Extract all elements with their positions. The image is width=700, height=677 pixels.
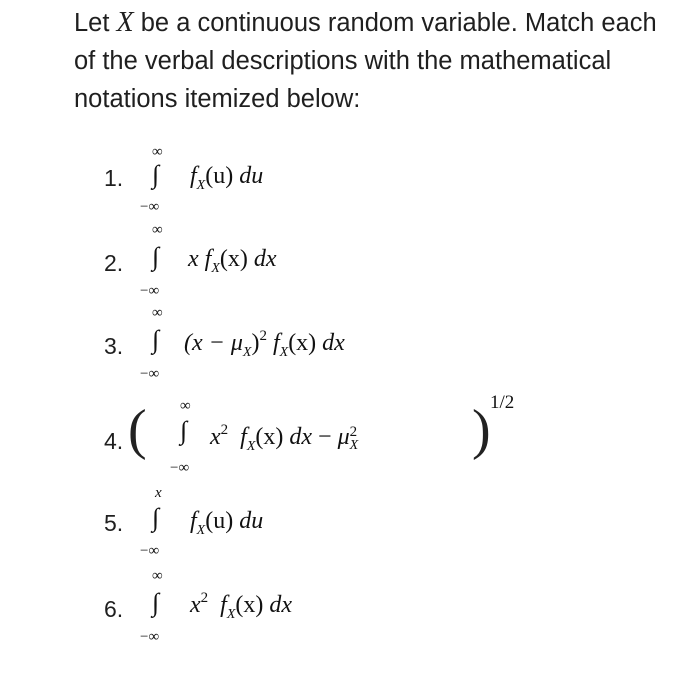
function-f: f bbox=[272, 330, 280, 356]
function-f: f bbox=[190, 508, 197, 534]
upper-limit: ∞ bbox=[152, 305, 163, 321]
integral-sign: ∫ bbox=[152, 503, 160, 532]
function-arg: (x) bbox=[235, 592, 264, 618]
function-arg: (x) bbox=[219, 246, 248, 272]
outer-exponent: 1/2 bbox=[490, 392, 515, 413]
integral-sign: ∫ bbox=[152, 160, 160, 189]
integral-sign: ∫ bbox=[152, 242, 160, 271]
mu-subscript: X bbox=[242, 345, 252, 360]
differential: dx bbox=[322, 330, 345, 356]
function-arg: (u) bbox=[205, 508, 234, 534]
function-f: f bbox=[204, 246, 212, 272]
item-number: 4. bbox=[104, 428, 124, 454]
intro-before: Let bbox=[74, 9, 117, 37]
square-exponent: 2 bbox=[200, 590, 209, 606]
integrand bbox=[190, 163, 264, 193]
function-subscript: X bbox=[196, 178, 206, 193]
integrand-pre: x bbox=[190, 592, 201, 618]
differential: du bbox=[239, 163, 264, 189]
function-subscript: X bbox=[279, 345, 289, 360]
intro-after: be a continuous random variable. Match each of the verbal descriptions with the mathematical notations itemized below: bbox=[74, 9, 657, 113]
lower-limit: −∞ bbox=[140, 366, 160, 382]
integrand bbox=[184, 328, 345, 360]
integrand-pre: x bbox=[210, 424, 221, 450]
function-arg: (u) bbox=[205, 163, 234, 189]
integral-sign: ∫ bbox=[180, 416, 188, 445]
item-number: 5. bbox=[104, 510, 124, 536]
mu-exponent: 2 bbox=[349, 424, 358, 440]
upper-limit: ∞ bbox=[180, 398, 191, 414]
integral-sign: ∫ bbox=[152, 325, 160, 354]
function-subscript: X bbox=[226, 607, 236, 622]
differential: du bbox=[239, 508, 264, 534]
integrand bbox=[188, 246, 277, 276]
function-f: f bbox=[190, 163, 197, 189]
differential: dx bbox=[289, 424, 313, 450]
function-subscript: X bbox=[196, 523, 206, 538]
item-number: 6. bbox=[104, 596, 124, 622]
mu-subscript: X bbox=[349, 438, 359, 453]
square-exponent: 2 bbox=[220, 422, 229, 438]
right-paren: ) bbox=[472, 399, 491, 461]
mu-symbol: μ bbox=[337, 424, 350, 450]
square-exponent: 2 bbox=[259, 328, 267, 344]
lower-limit: −∞ bbox=[140, 629, 160, 645]
function-f: f bbox=[220, 592, 227, 618]
upper-limit: ∞ bbox=[152, 222, 163, 238]
lower-limit: −∞ bbox=[140, 543, 160, 559]
question-text bbox=[74, 4, 674, 118]
integrand-pre: x bbox=[188, 246, 199, 272]
left-paren: ( bbox=[128, 399, 147, 461]
differential: dx bbox=[269, 592, 293, 618]
item-number: 3. bbox=[104, 333, 124, 359]
function-arg: (x) bbox=[288, 330, 317, 356]
lower-limit: −∞ bbox=[140, 283, 160, 299]
item-number: 2. bbox=[104, 250, 124, 276]
upper-limit: ∞ bbox=[152, 568, 163, 584]
lower-limit: −∞ bbox=[170, 460, 190, 476]
lower-limit: −∞ bbox=[140, 199, 160, 215]
differential: dx bbox=[253, 246, 277, 272]
integrand bbox=[190, 508, 264, 538]
function-arg: (x) bbox=[255, 424, 284, 450]
upper-limit: ∞ bbox=[152, 144, 163, 160]
item-number: 1. bbox=[104, 165, 124, 191]
function-subscript: X bbox=[211, 261, 220, 276]
function-f: f bbox=[240, 424, 247, 450]
close-paren: ) bbox=[251, 330, 260, 356]
integral-sign: ∫ bbox=[152, 588, 160, 617]
minus-sign: − bbox=[318, 424, 332, 450]
upper-limit: x bbox=[155, 485, 162, 501]
function-subscript: X bbox=[246, 439, 256, 454]
integrand bbox=[210, 422, 362, 454]
intro-variable: X bbox=[116, 7, 134, 38]
integrand bbox=[190, 590, 293, 622]
integrand-pre: (x − μ bbox=[184, 330, 243, 356]
